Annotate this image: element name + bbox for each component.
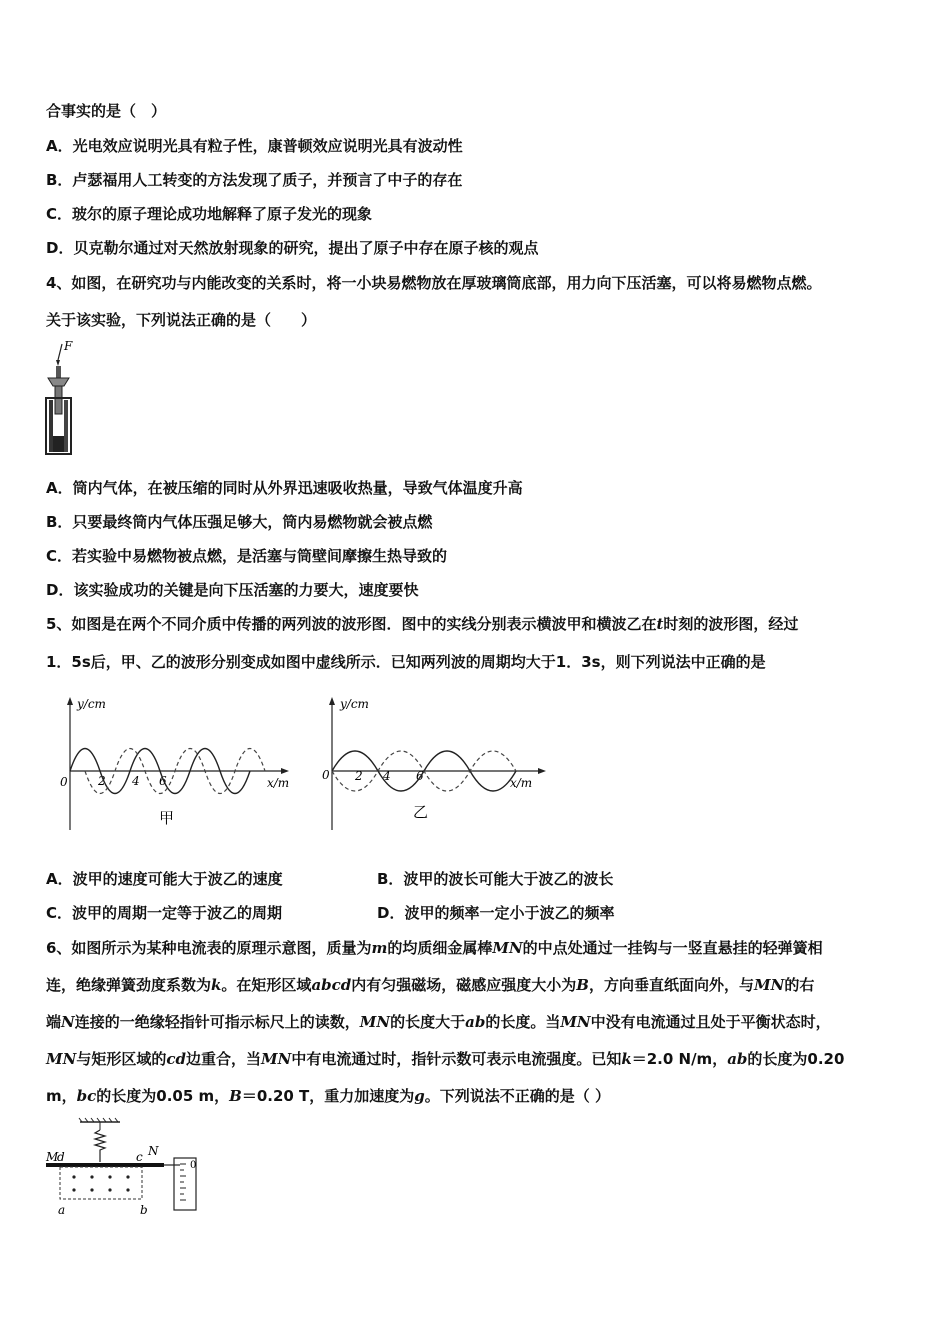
q4-option-d: D．该实验成功的关键是向下压活塞的力要大，速度要快 <box>46 581 419 599</box>
q6-stem-line5: m，bc的长度为0.05 m，B＝0.20 T，重力加速度为g。下列说法不正确的是（ ） <box>46 1087 611 1105</box>
q4-option-b: B．只要最终筒内气体压强足够大，筒内易燃物就会被点燃 <box>46 513 433 531</box>
q3-option-c: C．玻尔的原子理论成功地解释了原子发光的现象 <box>46 205 373 223</box>
yi-tick-4: 4 <box>383 769 391 783</box>
label-N: N <box>148 1144 159 1158</box>
jia-ylabel: y/cm <box>77 697 106 711</box>
yi-caption: 乙 <box>413 803 429 821</box>
q6-stem-line1: 6、如图所示为某种电流表的原理示意图，质量为m的均质细金属棒MN的中点处通过一挂钩与一竖直悬挂的轻弹簧相 <box>46 939 823 957</box>
q4-piston-figure <box>38 338 78 458</box>
q3-option-b: B．卢瑟福用人工转变的方法发现了质子，并预言了中子的存在 <box>46 171 463 189</box>
q3-option-d: D．贝克勒尔通过对天然放射现象的研究，提出了原子中存在原子核的观点 <box>46 239 539 257</box>
label-d: d <box>57 1150 65 1164</box>
q5-stem-line1: 5、如图是在两个不同介质中传播的两列波的波形图．图中的实线分别表示横波甲和横波乙在t时刻的波形图，经过 <box>46 615 799 633</box>
q6-stem-line3: 端N连接的一绝缘轻指针可指示标尺上的读数，MN的长度大于ab的长度。当MN中没有电流通过且处于平衡状态时， <box>46 1013 831 1031</box>
q5-stem-line2: 1．5s后，甲、乙的波形分别变成如图中虚线所示．已知两列波的周期均大于1．3s，则下列说法中正确的是 <box>46 653 766 671</box>
q5-option-d: D．波甲的频率一定小于波乙的频率 <box>377 904 615 922</box>
jia-origin: 0 <box>60 775 68 789</box>
scale-zero: 0 <box>190 1160 197 1171</box>
yi-origin: 0 <box>322 768 330 782</box>
jia-caption: 甲 <box>159 809 175 827</box>
label-b: b <box>140 1203 148 1217</box>
q3-option-a: A．光电效应说明光具有粒子性，康普顿效应说明光具有波动性 <box>46 137 463 155</box>
yi-xlabel: x/m <box>510 776 533 790</box>
q6-stem-line2: 连，绝缘弹簧劲度系数为k。在矩形区域abcd内有匀强磁场，磁感应强度大小为B，方向垂直纸面向外，与MN的右 <box>46 976 815 994</box>
q4-stem-line1: 4、如图，在研究功与内能改变的关系时，将一小块易燃物放在厚玻璃筒底部，用力向下压活塞，可以将易燃物点燃。 <box>46 274 822 292</box>
yi-tick-6: 6 <box>416 769 424 783</box>
label-M: M <box>46 1150 59 1164</box>
jia-xlabel: x/m <box>267 776 290 790</box>
q5-option-c: C．波甲的周期一定等于波乙的周期 <box>46 904 283 922</box>
q4-option-a: A．筒内气体，在被压缩的同时从外界迅速吸收热量，导致气体温度升高 <box>46 479 523 497</box>
jia-tick-6: 6 <box>159 774 167 788</box>
spring <box>95 1130 105 1162</box>
q4-force-label: F <box>64 339 73 353</box>
q5-option-a: A．波甲的速度可能大于波乙的速度 <box>46 870 283 888</box>
q6-stem-line4: MN与矩形区域的cd边重合，当MN中有电流通过时，指针示数可表示电流强度。已知k＝2.0 N/m，ab的长度为0.20 <box>46 1050 845 1068</box>
magnetic-field-dots <box>72 1175 129 1191</box>
jia-tick-4: 4 <box>132 774 140 788</box>
wave-figure-jia <box>55 695 315 835</box>
jia-tick-2: 2 <box>98 774 106 788</box>
wave-figure-yi <box>318 695 558 835</box>
q5-option-b: B．波甲的波长可能大于波乙的波长 <box>377 870 614 888</box>
q4-stem-line2: 关于该实验，下列说法正确的是（ ） <box>46 311 317 329</box>
yi-tick-2: 2 <box>355 769 363 783</box>
label-c: c <box>136 1150 143 1164</box>
q3-stem-tail: 合事实的是（ ） <box>46 102 167 120</box>
label-a: a <box>58 1203 66 1217</box>
q6-ammeter-figure <box>44 1118 204 1218</box>
yi-ylabel: y/cm <box>340 697 369 711</box>
q4-option-c: C．若实验中易燃物被点燃，是活塞与筒壁间摩擦生热导致的 <box>46 547 448 565</box>
